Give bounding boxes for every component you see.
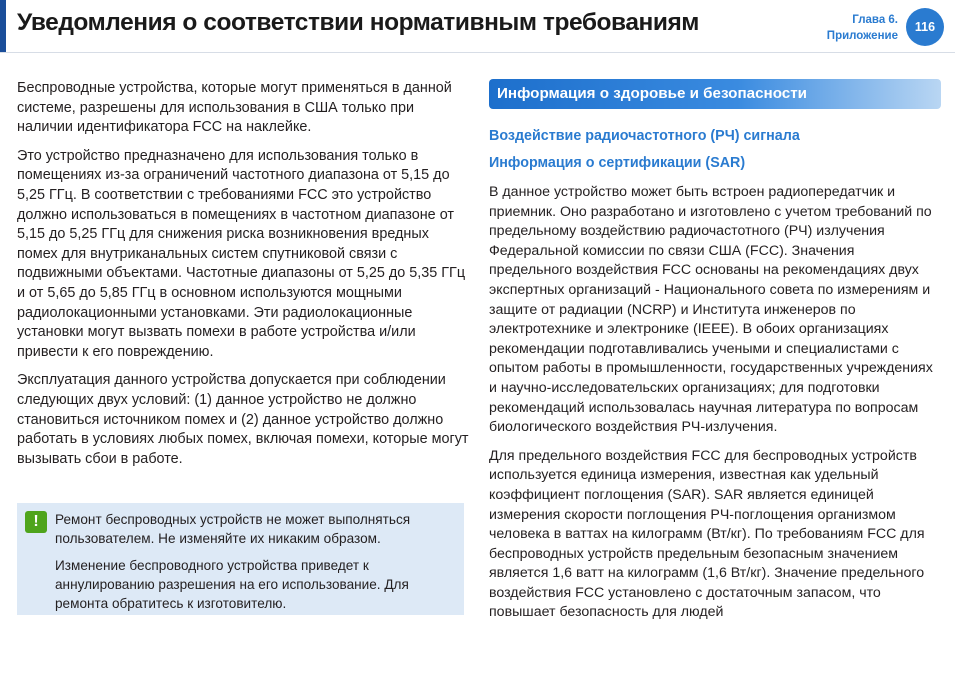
exclamation-icon: !: [25, 511, 47, 533]
notice-paragraph-modification: Изменение беспроводного устройства приведет к аннулированию разрешения на его использование. Для ремонта обратитесь к изготовителю.: [55, 558, 409, 611]
chapter-name: Приложение: [826, 30, 898, 42]
subheading-rf-exposure: Воздействие радиочастотного (РЧ) сигнала: [489, 128, 800, 144]
section-title-health-safety: Информация о здоровье и безопасности: [489, 79, 941, 109]
chapter-label: [827, 12, 898, 44]
subheading-sar: Информация о сертификации (SAR): [489, 155, 746, 171]
notice-paragraph-repair: Ремонт беспроводных устройств не может выполняться пользователем. Не изменяйте их никаким образом.: [55, 512, 411, 546]
page-title: Уведомления о соответствии нормативным требованиям: [17, 9, 699, 36]
header-divider: [0, 52, 955, 53]
right-column: [489, 79, 941, 623]
warning-notice: [17, 503, 464, 615]
paragraph-fcc-id: Беспроводные устройства, которые могут применяться в данной системе, разрешены для использования в США только при наличии идентификатора FCC на наклейке.: [17, 80, 452, 136]
header-accent-bar: [0, 0, 6, 52]
paragraph-indoor-use: Это устройство предназначено для использования только в помещениях из-за ограничений частотного диапазона от 5,15 до 5,25 ГГц. В соответствии с требованиями FCC это устройство должно использоваться в помещениях в частотном диапазоне от 5,15 до 5,25 ГГц для снижения риска возникновения вредных помех для внутриканальных систем спутниковой связи с подвижными объектами. Частотные диапазоны от 5,25 до 5,35 ГГц и от 5,65 до 5,85 ГГц в основном используются мощными радиолокационными установками. Эти радиолокационные установки могут вызвать помехи в работе устройства и/или привести к его повреждению.: [17, 147, 466, 360]
notice-text: [55, 510, 457, 621]
paragraph-conditions: Эксплуатация данного устройства допускается при соблюдении следующих двух условий: (1) данное устройство не должно становиться источником помех и (2) данное устройство должно работать в условиях любых помех, включая помехи, которые могут вызывать сбои в работе.: [17, 372, 469, 467]
paragraph-rf-standards: В данное устройство может быть встроен радиопередатчик и приемник. Оно разработано и изготовлено с учетом требований по предельному воздействию радиочастотного (РЧ) излучения Федеральной комиссии по связи США (FCC). Значения предельного воздействия FCC основаны на рекомендациях двух экспертных организаций - Национального совета по измерениям и защите от радиации (NCRP) и Института инженеров по электротехнике и электронике (IEEE). В обоих организациях рекомендации подготавливались учеными и специалистами с опытом работы в промышленности, государственных учреждениях и научно-исследовательских организациях; для подготовки рекомендаций использовалась научная литература по вопросам биологического воздействия РЧ-излучения.: [489, 184, 933, 436]
chapter-number: Глава 6.: [852, 14, 898, 26]
left-column: [17, 79, 471, 478]
page-number-badge: 116: [906, 8, 944, 46]
paragraph-sar-limit: Для предельного воздействия FCC для беспроводных устройств используется единица измерения, известная как удельный коэффициент поглощения (SAR). SAR является единицей измерения скорости поглощения РЧ-поглощения организмом человека в ваттах на килограмм (Вт/кг). По требованиям FCC для беспроводных устройств предельным безопасным значением является 1,6 ватт на килограмм (1,6 Вт/кг). Значение предельного воздействия FCC установлено с достаточным запасом, что повышает безопасность для людей: [489, 447, 925, 621]
